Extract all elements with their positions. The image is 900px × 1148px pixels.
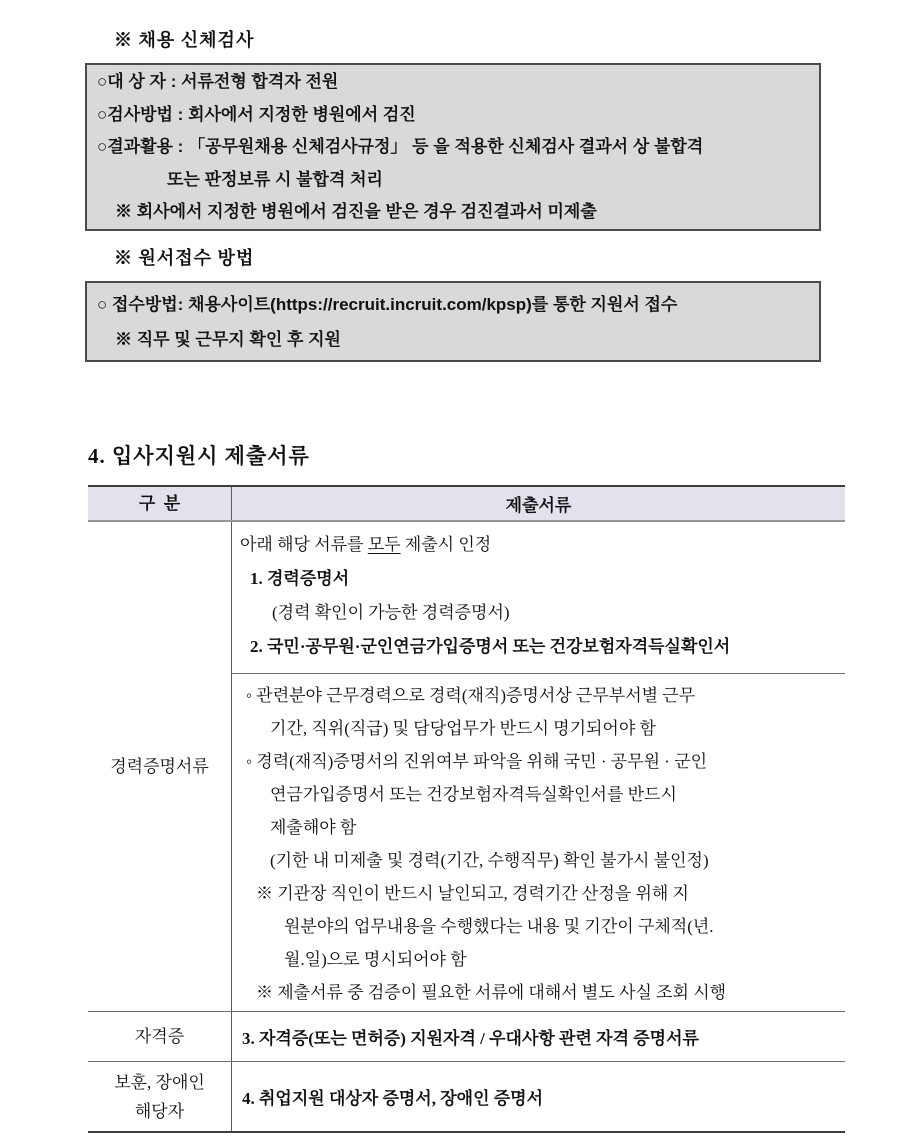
career-docs-item2: 2. 국민·공무원·군인연금가입증명서 또는 건강보험자격득실확인서 [250,637,731,656]
physical-exam-method-line: ○검사방법 : 회사에서 지정한 병원에서 검진 [97,104,416,124]
career-note-line: 원분야의 업무내용을 수행했다는 내용 및 기간이 구체적(년. [284,917,714,936]
veteran-content-cell [232,1062,845,1131]
submission-docs-heading: 4. 입사지원시 제출서류 [88,444,310,468]
table-row-veteran-disabled [88,1062,845,1131]
application-method-heading: ※ 원서접수 방법 [114,248,255,268]
career-docs-item1-note: (경력 확인이 가능한 경력증명서) [272,603,510,622]
career-note-line: 월.일)으로 명시되어야 함 [284,950,467,969]
physical-exam-result-line: ○결과활용 : 「공무원채용 신체검사규정」 등 을 적용한 신체검사 결과서 상 불합격 [97,137,704,157]
table-header-documents-cell [232,487,845,520]
career-note-line: ◦ 경력(재직)증명서의 진위여부 파악을 위해 국민 · 공무원 · 군인 [246,752,708,771]
category-header-label: 구 분 [138,494,181,513]
career-docs-intro-line [240,528,837,562]
table-header-category-cell [88,487,232,520]
career-docs-category-label: 경력증명서류 [110,757,209,776]
application-method-notice-box [85,281,821,362]
physical-exam-note-line: ※ 회사에서 지정한 병원에서 검진을 받은 경우 검진결과서 미제출 [115,202,597,222]
license-content-cell [232,1012,845,1061]
application-method-line: ○ 접수방법: 채용사이트(https://recruit.incruit.com/kpsp)를 통한 지원서 접수 [97,295,678,314]
table-row-career-docs [88,522,845,1012]
application-method-note-line: ※ 직무 및 근무지 확인 후 지원 [115,330,341,349]
table-row-license [88,1012,845,1062]
career-docs-content-cell [232,522,845,1011]
career-docs-notes-section [232,674,845,1009]
physical-exam-result-line-wrap: 또는 판정보류 시 불합격 처리 [167,169,383,189]
physical-exam-notice-box [85,63,821,231]
intro-text-pre: 아래 해당 서류를 [240,535,368,554]
veteran-category-cell [88,1062,232,1131]
career-docs-items-section [232,522,845,674]
physical-exam-target-line: ○대 상 자 : 서류전형 합격자 전원 [97,72,339,91]
career-note-line: 기간, 직위(직급) 및 담당업무가 반드시 명기되어야 함 [270,719,656,738]
career-note-line: ※ 제출서류 중 검증이 필요한 서류에 대해서 별도 사실 조회 시행 [256,983,727,1002]
documents-header-label: 제출서류 [505,496,572,515]
intro-text-underlined: 모두 [367,535,401,554]
veteran-category-line1: 보훈, 장애인 [114,1072,205,1092]
license-content-text: 3. 자격증(또는 면허증) 지원자격 / 우대사항 관련 자격 증명서류 [242,1029,699,1048]
career-note-line: (기한 내 미제출 및 경력(기간, 수행직무) 확인 불가시 불인정) [270,851,709,870]
intro-text-post: 제출시 인정 [400,535,492,554]
career-docs-category-cell [88,522,232,1011]
license-category-label: 자격증 [134,1027,185,1046]
career-note-line: 연금가입증명서 또는 건강보험자격득실확인서를 반드시 [270,785,677,804]
physical-exam-heading: ※ 채용 신체검사 [114,30,255,50]
veteran-content-text: 4. 취업지원 대상자 증명서, 장애인 증명서 [242,1089,544,1108]
license-category-cell [88,1012,232,1061]
career-note-line: ◦ 관련분야 근무경력으로 경력(재직)증명서상 근무부서별 근무 [246,686,696,705]
career-docs-item1: 1. 경력증명서 [250,569,350,588]
career-note-line: 제출해야 함 [270,818,357,837]
table-header-row [88,487,845,522]
submission-docs-table [88,485,845,1133]
career-note-line: ※ 기관장 직인이 반드시 날인되고, 경력기간 산정을 위해 지 [256,884,689,903]
veteran-category-line2: 해당자 [134,1101,185,1121]
